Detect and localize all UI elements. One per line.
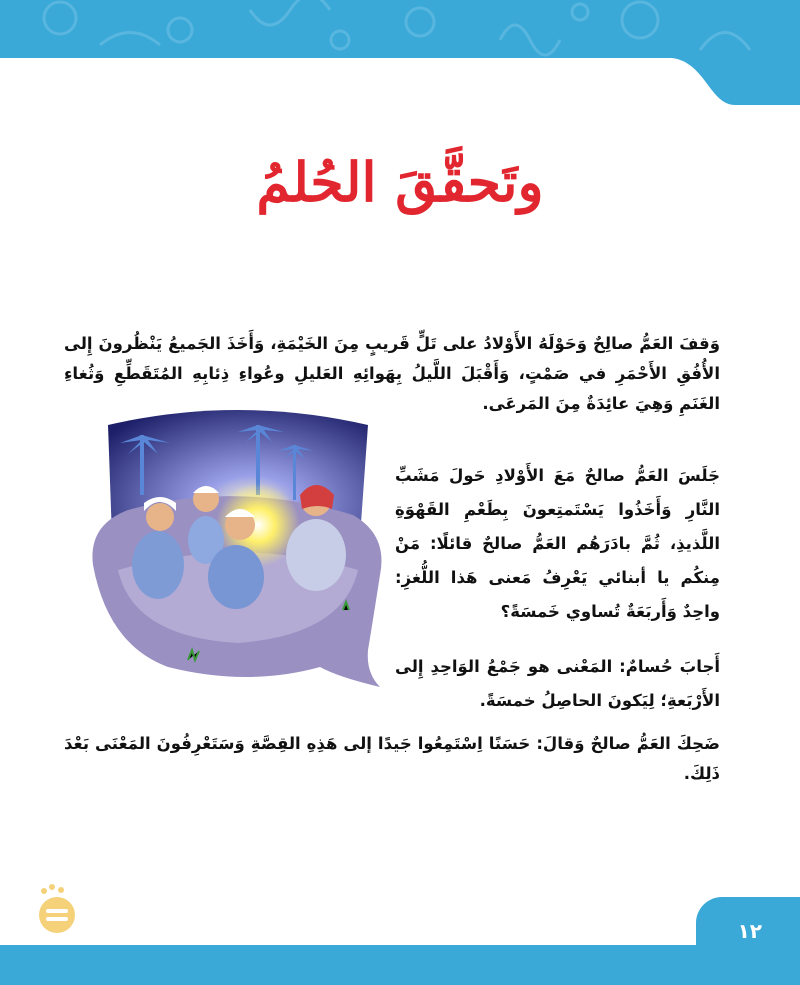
- paragraph-1: وَقفَ العَمُّ صالِحٌ وَحَوْلَهُ الأَوْلادُ على تَلٍّ قَريبٍ مِنَ الخَيْمَةِ، وَأَخَذَ الجَميعُ يَنْظُرونَ إِلى الأُفُقِ الأَحْمَرِ في صَمْتٍ، وَأَقْبَلَ اللَّيلُ بِهَوائِهِ العَليلِ وعُواءِ ذِئابِهِ المُتَقَطِّعِ وَثُغاءِ الغَنَمِ وَهِيَ عائِدَةٌ مِنَ المَرعَى.: [64, 333, 720, 413]
- paragraph-3: أَجابَ حُسامٌ: المَعْنى هو جَمْعُ الوَاحِدِ إِلى الأَرْبَعةِ؛ لِيَكونَ الحاصِلُ خمسَةً.: [395, 656, 720, 710]
- top-banner: [0, 0, 800, 105]
- campfire-illustration: [88, 405, 388, 690]
- page-title: وتَحقَّقَ الحُلمُ: [256, 150, 544, 214]
- publisher-logo: [34, 883, 80, 935]
- paragraph-2: جَلَسَ العَمُّ صالحٌ مَعَ الأَوْلادِ حَولَ مَشَبِّ النَّارِ وَأَخَذُوا يَسْتَمتِعونَ بِطَعْمِ القَهْوَةِ اللَّذيذِ، ثُمَّ بادَرَهُم العَمُّ صالحٌ قائلًا: مَنْ مِنكُم يا أبنائي يَعْرِفُ مَعنى هَذا اللُّغزِ: واحِدٌ وَأَربَعَةٌ تُساوي خَمسَةً؟: [395, 465, 720, 621]
- paragraph-4: ضَحِكَ العَمُّ صالحٌ وَقالَ: حَسَنًا اِسْتَمِعُوا جَيدًا إلى هَذِهِ القِصَّةِ وَسَتَعْرِفُونَ المَعْنَى بَعْدَ ذَلِكَ.: [64, 733, 720, 783]
- page-number: ١٢: [737, 919, 762, 943]
- footer-bar: [0, 945, 800, 985]
